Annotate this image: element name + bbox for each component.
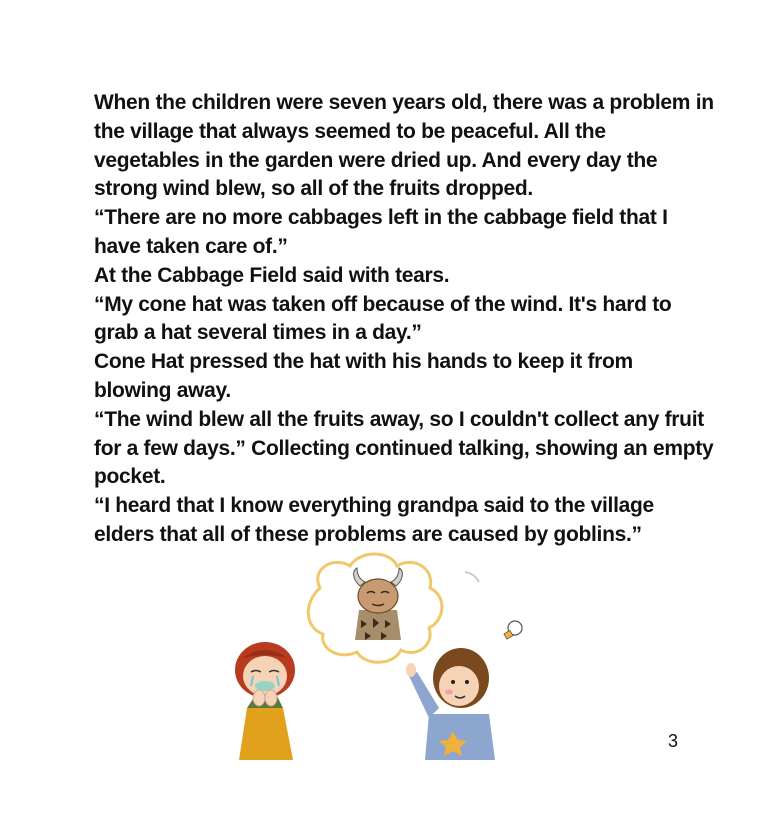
story-paragraph-2: “There are no more cabbages left in the cabbage field that I have taken care of.”: [94, 206, 668, 258]
story-paragraph-3: At the Cabbage Field said with tears.: [94, 263, 450, 287]
story-illustration: [225, 548, 525, 768]
story-paragraph-7: “I heard that I know everything grandpa said to the village elders that all of these problems are caused by goblins.”: [94, 494, 654, 546]
lightbulb-icon: [504, 621, 522, 639]
goblin-thought-bubble-icon: [308, 554, 442, 662]
story-text: [94, 89, 714, 550]
story-paragraph-5: Cone Hat pressed the hat with his hands to keep it from blowing away.: [94, 350, 633, 402]
story-paragraph-4: “My cone hat was taken off because of the wind. It's hard to grab a hat several times in a day.”: [94, 292, 672, 345]
story-paragraph-6: “The wind blew all the fruits away, so I couldn't collect any fruit for a few days.” Collecting continued talking, showing an empty pocket.: [94, 407, 714, 489]
story-paragraph-1: When the children were seven years old, there was a problem in the village that always seemed to be peaceful. All the vegetables in the garden were dried up. And every day the strong wind blew, so all of the fruits dropped.: [94, 91, 714, 201]
crying-girl-icon: [235, 642, 295, 760]
page-number: 3: [668, 731, 679, 751]
thinking-boy-icon: [406, 648, 495, 760]
